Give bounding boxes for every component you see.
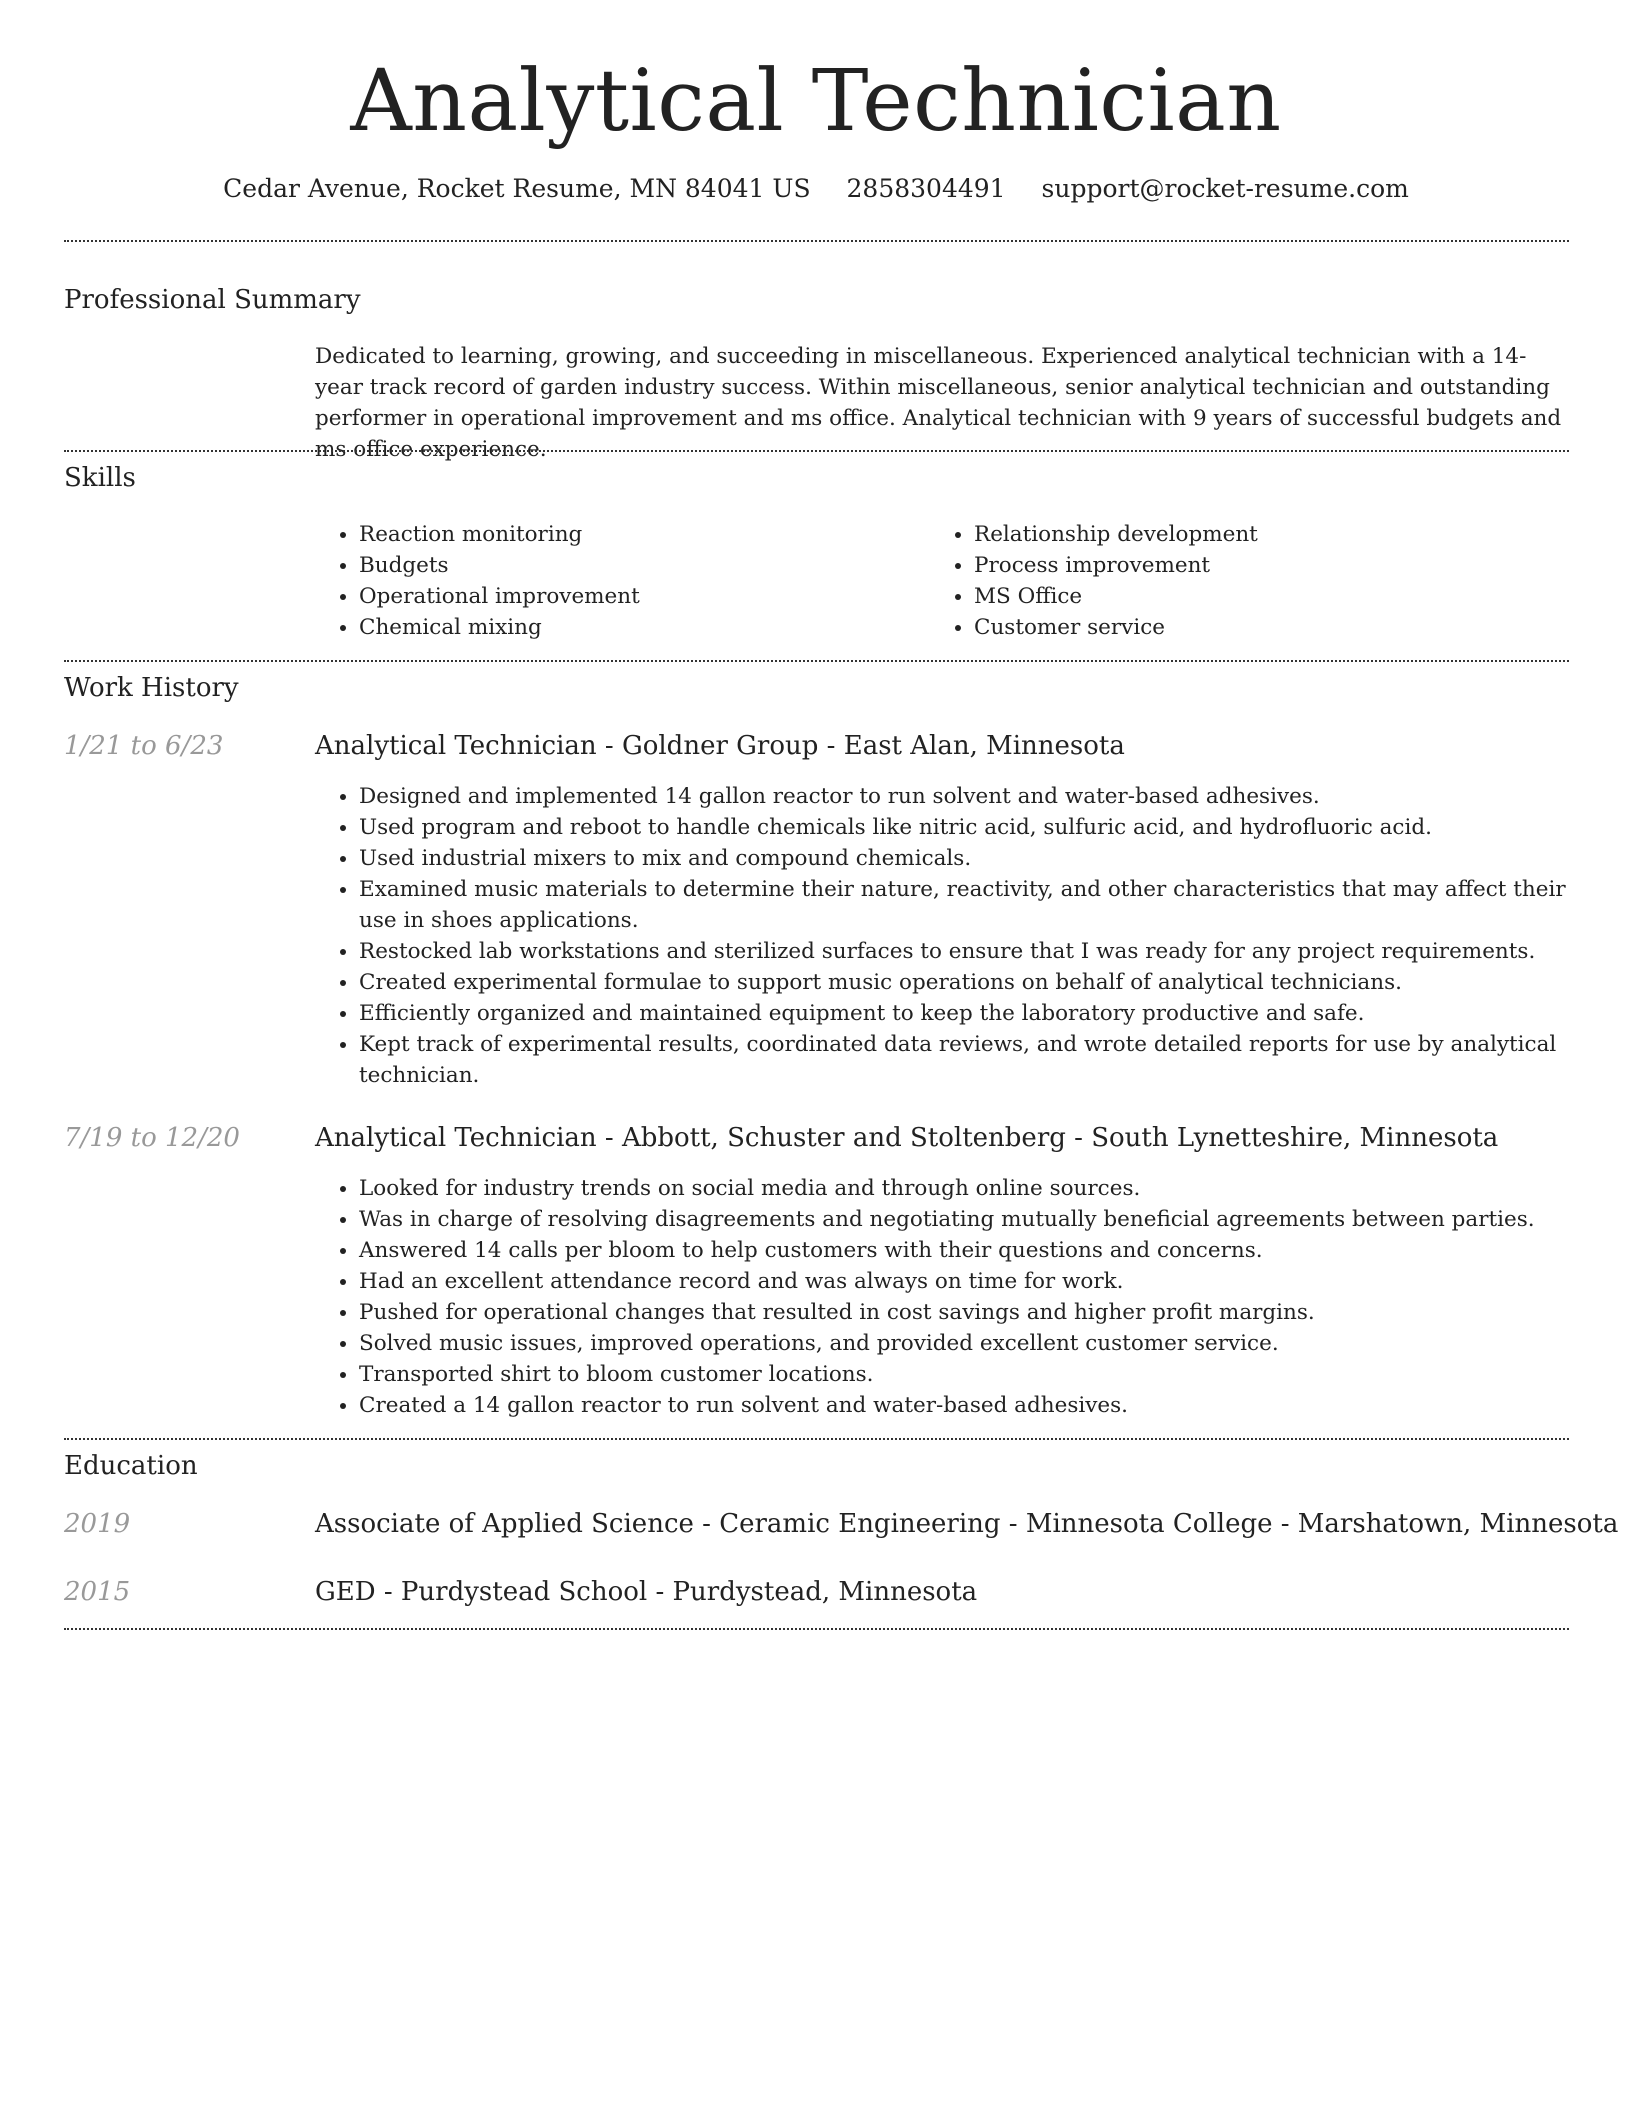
skill-item: • Operational improvement <box>359 581 875 612</box>
skills-column-left <box>315 519 875 643</box>
section-title-work: Work History <box>64 673 239 703</box>
skill-item: • Chemical mixing <box>359 612 875 643</box>
education-degree: Associate of Applied Science - Ceramic Engineering - Minnesota College - Marshatown, Minnesota <box>315 1509 1619 1539</box>
skill-item: • Budgets <box>359 550 875 581</box>
divider <box>64 1438 1569 1440</box>
job-bullet: • Used industrial mixers to mix and compound chemicals. <box>359 843 1570 874</box>
education-year: 2019 <box>64 1509 131 1539</box>
job-bullet: • Pushed for operational changes that resulted in cost savings and higher profit margins. <box>359 1297 1570 1328</box>
job-responsibilities <box>315 781 1570 1091</box>
job-bullet: • Created experimental formulae to support music operations on behalf of analytical technicians. <box>359 967 1570 998</box>
skill-item: • Relationship development <box>974 519 1490 550</box>
skills-list-right <box>930 519 1490 643</box>
divider <box>64 1628 1569 1630</box>
skill-item: • MS Office <box>974 581 1490 612</box>
job-bullet-list <box>315 781 1570 1091</box>
job-heading: Analytical Technician - Goldner Group - East Alan, Minnesota <box>315 731 1125 761</box>
job-dates: 7/19 to 12/20 <box>64 1123 240 1153</box>
address: Cedar Avenue, Rocket Resume, MN 84041 US <box>223 174 811 203</box>
job-bullet: • Transported shirt to bloom customer locations. <box>359 1359 1570 1390</box>
job-bullet: • Had an excellent attendance record and was always on time for work. <box>359 1266 1570 1297</box>
section-title-summary: Professional Summary <box>64 285 361 315</box>
job-bullet: • Was in charge of resolving disagreements and negotiating mutually beneficial agreements between parties. <box>359 1204 1570 1235</box>
skill-item: • Process improvement <box>974 550 1490 581</box>
phone: 2858304491 <box>846 174 1006 203</box>
email: support@rocket-resume.com <box>1041 174 1409 203</box>
job-bullet: • Restocked lab workstations and sterilized surfaces to ensure that I was ready for any project requirements. <box>359 936 1570 967</box>
job-bullet: • Kept track of experimental results, coordinated data reviews, and wrote detailed reports for use by analytical technician. <box>359 1029 1570 1091</box>
job-bullet: • Efficiently organized and maintained equipment to keep the laboratory productive and safe. <box>359 998 1570 1029</box>
skills-column-right <box>930 519 1490 643</box>
job-bullet: • Looked for industry trends on social media and through online sources. <box>359 1173 1570 1204</box>
contact-line <box>0 172 1632 206</box>
resume-name: Analytical Technician <box>350 52 1282 151</box>
divider <box>64 240 1569 242</box>
divider <box>64 450 1569 452</box>
summary-text: Dedicated to learning, growing, and succeeding in miscellaneous. Experienced analytical technician with a 14-year track record of garden industry success. Within miscellaneous, senior analytical technician and outstanding performer in operational improvement and ms office. Analytical technician with 9 years of successful budgets and ms office experience. <box>315 344 1562 462</box>
job-responsibilities <box>315 1173 1570 1421</box>
job-bullet: • Answered 14 calls per bloom to help customers with their questions and concerns. <box>359 1235 1570 1266</box>
divider <box>64 660 1569 662</box>
job-bullet: • Designed and implemented 14 gallon reactor to run solvent and water-based adhesives. <box>359 781 1570 812</box>
skills-list-left <box>315 519 875 643</box>
job-bullet: • Examined music materials to determine their nature, reactivity, and other characteristics that may affect their use in shoes applications. <box>359 874 1570 936</box>
education-year: 2015 <box>64 1577 131 1607</box>
job-dates: 1/21 to 6/23 <box>64 731 224 761</box>
skill-item: • Reaction monitoring <box>359 519 875 550</box>
section-title-education: Education <box>64 1451 198 1481</box>
job-bullet: • Solved music issues, improved operations, and provided excellent customer service. <box>359 1328 1570 1359</box>
job-heading: Analytical Technician - Abbott, Schuster and Stoltenberg - South Lynetteshire, Minnesota <box>315 1123 1499 1153</box>
education-degree: GED - Purdystead School - Purdystead, Minnesota <box>315 1577 978 1607</box>
section-title-skills: Skills <box>64 463 136 493</box>
job-bullet: • Created a 14 gallon reactor to run solvent and water-based adhesives. <box>359 1390 1570 1421</box>
job-bullet: • Used program and reboot to handle chemicals like nitric acid, sulfuric acid, and hydrofluoric acid. <box>359 812 1570 843</box>
skill-item: • Customer service <box>974 612 1490 643</box>
job-bullet-list <box>315 1173 1570 1421</box>
